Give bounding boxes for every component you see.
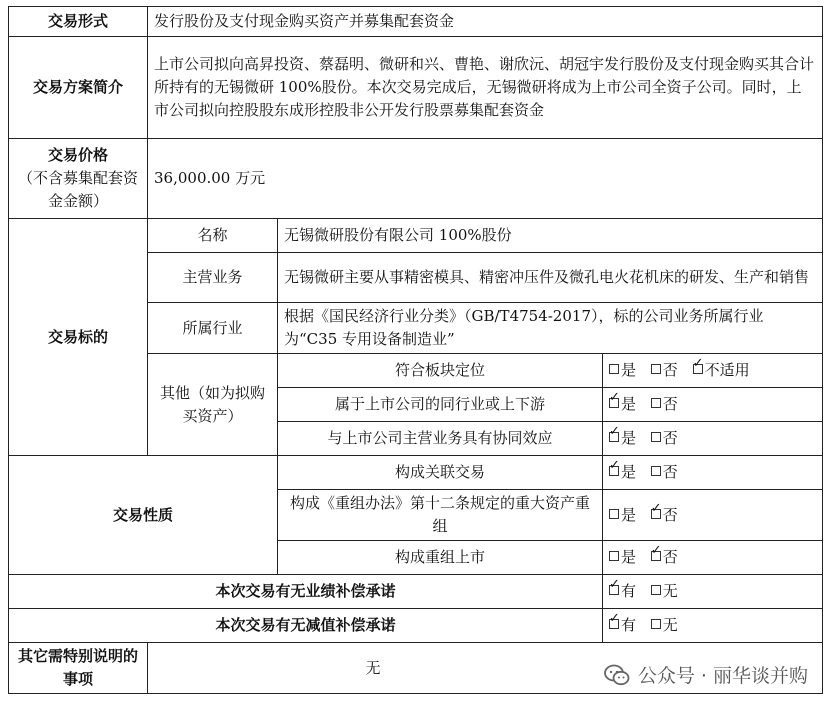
target-business-label: 主营业务: [148, 253, 278, 303]
checkbox-icon: [609, 551, 619, 561]
impairment-label: 本次交易有无减值补偿承诺: [9, 609, 603, 643]
target-business-value: 无锡微研主要从事精密模具、精密冲压件及微孔电火花机床的研发、生产和销售: [278, 253, 823, 303]
special-value: 无: [148, 643, 823, 694]
option: 是: [609, 361, 636, 379]
option: 是: [609, 548, 636, 566]
checkbox-icon: [651, 432, 661, 442]
checkbox-icon: [651, 585, 661, 595]
other-item-label: 属于上市公司的同行业或上下游: [278, 388, 603, 422]
checked-checkbox-icon: [651, 551, 661, 561]
nature-item-label: 构成关联交易: [278, 456, 603, 490]
option: ✓ 否: [651, 506, 678, 524]
target-industry-label: 所属行业: [148, 303, 278, 354]
checked-checkbox-icon: [609, 619, 619, 629]
target-name-label: 名称: [148, 219, 278, 253]
checked-checkbox-icon: [693, 364, 703, 374]
option: ✓ 是: [609, 395, 636, 413]
nature-item-options: [603, 541, 823, 575]
target-industry-value: 根据《国民经济行业分类》（GB/T4754-2017），标的公司业务所属行业为“C35 专用设备制造业”: [278, 303, 823, 354]
checked-checkbox-icon: [609, 432, 619, 442]
checked-checkbox-icon: [609, 585, 619, 595]
checkbox-icon: [609, 509, 619, 519]
checked-checkbox-icon: [651, 509, 661, 519]
wechat-icon: [604, 664, 630, 686]
nature-item-options: [603, 490, 823, 541]
watermark-text: 公众号 · 丽华谈并购: [637, 665, 808, 687]
other-item-options: [603, 354, 823, 388]
price-value: 36,000.00 万元: [148, 139, 823, 219]
option: ✓ 有: [609, 582, 636, 600]
price-label-sub: （不含募集配套资金金额）: [17, 169, 138, 210]
option: 是: [609, 506, 636, 524]
option: ✓ 否: [651, 548, 678, 566]
option: ✓ 不适用: [693, 361, 750, 379]
option: 否: [651, 395, 678, 413]
other-item-label: 符合板块定位: [278, 354, 603, 388]
performance-options: [603, 575, 823, 609]
option: 无: [651, 582, 678, 600]
checked-checkbox-icon: [609, 398, 619, 408]
option: ✓ 是: [609, 463, 636, 481]
nature-item-label: 构成重组上市: [278, 541, 603, 575]
option: ✓ 有: [609, 616, 636, 634]
summary-value: 上市公司拟向高昇投资、蔡磊明、微研和兴、曹艳、谢欣沅、胡冠宇发行股份及支付现金购买其合计所持有的无锡微研 100%股份。本次交易完成后，无锡微研将成为上市公司全资子公司。同时，上市公司拟向控股股东成形控股非公开发行股票募集配套资金: [148, 37, 823, 139]
option: 否: [651, 429, 678, 447]
option: 否: [651, 463, 678, 481]
checkbox-icon: [651, 398, 661, 408]
impairment-options: [603, 609, 823, 643]
checkbox-icon: [609, 364, 619, 374]
other-item-label: 与上市公司主营业务具有协同效应: [278, 422, 603, 456]
checked-checkbox-icon: [609, 466, 619, 476]
option: 无: [651, 616, 678, 634]
other-item-options: [603, 422, 823, 456]
price-label-cell: [9, 139, 148, 219]
price-label: 交易价格: [47, 146, 108, 164]
form-label: 交易形式: [9, 7, 148, 37]
target-name-value: 无锡微研股份有限公司 100%股份: [278, 219, 823, 253]
target-label: 交易标的: [9, 219, 148, 456]
form-value: 发行股份及支付现金购买资产并募集配套资金: [148, 7, 823, 37]
performance-label: 本次交易有无业绩补偿承诺: [9, 575, 603, 609]
target-other-label: 其他（如为拟购买资产）: [148, 354, 278, 456]
nature-item-label: 构成《重组办法》第十二条规定的重大资产重组: [278, 490, 603, 541]
other-item-options: [603, 388, 823, 422]
nature-label: 交易性质: [9, 456, 278, 575]
checkbox-icon: [651, 364, 661, 374]
checkbox-icon: [651, 466, 661, 476]
transaction-table: [8, 6, 823, 694]
option: ✓ 是: [609, 429, 636, 447]
summary-label: 交易方案简介: [9, 37, 148, 139]
checkbox-icon: [651, 619, 661, 629]
nature-item-options: [603, 456, 823, 490]
special-label: 其它需特别说明的事项: [9, 643, 148, 694]
watermark: [604, 661, 808, 688]
option: 否: [651, 361, 678, 379]
